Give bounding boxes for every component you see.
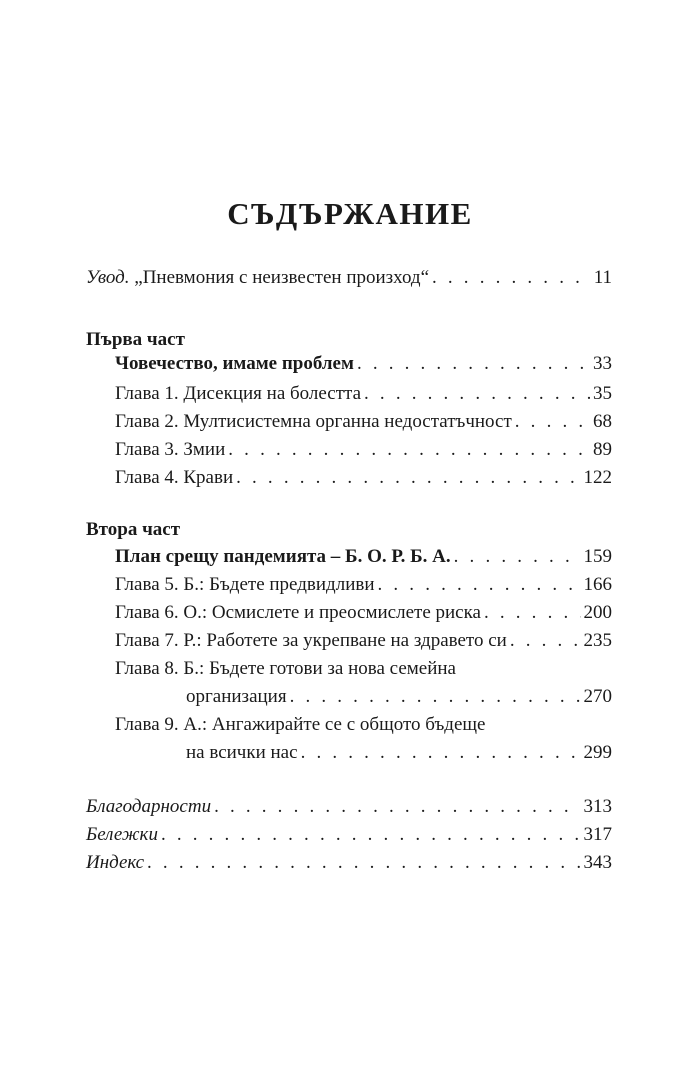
entry-label: Човечество, имаме проблем <box>115 353 354 374</box>
entry-label: на всички нас <box>186 742 298 763</box>
entry-label: Глава 2. Мултисистемна органна недостатъчност <box>115 411 512 432</box>
page-number: 200 <box>583 602 612 623</box>
toc-entry-index[interactable] <box>86 851 612 875</box>
entry-label: Глава 3. Змии <box>115 439 226 460</box>
toc-entry-chapter-4[interactable] <box>115 466 612 490</box>
toc-entry-chapter-7[interactable] <box>115 629 612 653</box>
part-heading-1: Първа част <box>86 329 185 350</box>
entry-label: Глава 5. Б.: Бъдете предвидливи <box>115 574 375 595</box>
leader-dots <box>228 438 590 462</box>
entry-label: Глава 7. Р.: Работете за укрепване на здравето си <box>115 630 507 651</box>
entry-label: План срещу пандемията – Б. О. Р. Б. А. <box>115 546 451 567</box>
toc-entry-chapter-9-line1[interactable]: Глава 9. А.: Ангажирайте се с общото бъдеще <box>115 714 486 735</box>
page-number: 313 <box>583 796 612 817</box>
page-number: 343 <box>583 852 612 873</box>
page-number: 270 <box>583 686 612 707</box>
toc-entry-chapter-8-line1[interactable]: Глава 8. Б.: Бъдете готови за нова семейна <box>115 658 456 679</box>
toc-entry-acknowledgements[interactable] <box>86 795 612 819</box>
page-number: 235 <box>583 630 612 651</box>
leader-dots <box>432 266 591 290</box>
page-number: 317 <box>583 824 612 845</box>
entry-label: Бележки <box>86 824 158 845</box>
leader-dots <box>484 601 581 625</box>
toc-entry-chapter-3[interactable] <box>115 438 612 462</box>
leader-dots <box>454 545 581 569</box>
toc-entry-chapter-2[interactable] <box>115 410 612 434</box>
toc-title: СЪДЪРЖАНИЕ <box>227 196 473 231</box>
entry-label: Индекс <box>86 852 145 873</box>
leader-dots <box>290 685 581 709</box>
toc-entry-chapter-1[interactable] <box>115 382 612 406</box>
leader-dots <box>147 851 580 875</box>
leader-dots <box>378 573 581 597</box>
entry-label: Глава 1. Дисекция на болестта <box>115 383 362 404</box>
toc-entry-chapter-9[interactable] <box>186 741 612 765</box>
leader-dots <box>301 741 581 765</box>
intro-label-italic: Увод. <box>86 267 130 288</box>
entry-label: Глава 6. О.: Осмислете и преосмислете риска <box>115 602 481 623</box>
page-number: 33 <box>593 353 612 374</box>
page-number: 159 <box>583 546 612 567</box>
page-number: 89 <box>593 439 612 460</box>
leader-dots <box>510 629 581 653</box>
part-heading-2: Втора част <box>86 519 181 540</box>
leader-dots <box>515 410 590 434</box>
page-number: 299 <box>583 742 612 763</box>
entry-label: Глава 4. Крави <box>115 467 234 488</box>
page-number: 122 <box>583 467 612 488</box>
toc-entry-chapter-6[interactable] <box>115 601 612 625</box>
page-number: 11 <box>593 267 612 288</box>
page-number: 35 <box>593 383 612 404</box>
page-number: 166 <box>583 574 612 595</box>
entry-label: Благодарности <box>86 796 212 817</box>
toc-entry-part2-subtitle[interactable] <box>115 545 612 569</box>
leader-dots <box>214 795 580 819</box>
leader-dots <box>364 382 590 406</box>
entry-label: организация <box>186 686 287 707</box>
page-number: 68 <box>593 411 612 432</box>
intro-label: „Пневмония с неизвестен произход“ <box>129 267 429 288</box>
leader-dots <box>357 352 590 376</box>
leader-dots <box>236 466 580 490</box>
toc-entry-notes[interactable] <box>86 823 612 847</box>
toc-entry-intro[interactable] <box>86 266 612 290</box>
toc-entry-chapter-8[interactable] <box>186 685 612 709</box>
toc-entry-part1-subtitle[interactable] <box>115 352 612 376</box>
leader-dots <box>161 823 581 847</box>
toc-entry-chapter-5[interactable] <box>115 573 612 597</box>
